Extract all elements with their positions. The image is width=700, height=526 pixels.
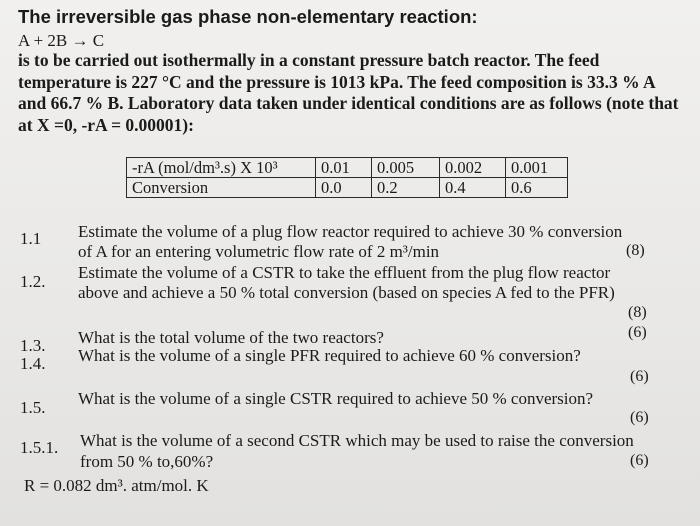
lab-data-table — [126, 157, 568, 198]
question-text: What is the total volume of the two reactors? — [78, 328, 384, 347]
problem-intro — [18, 50, 688, 136]
question-text: of A for an entering volumetric flow rate of 2 m³/min — [78, 242, 440, 261]
question-marks: (6) — [628, 324, 647, 341]
table-cell: 0.4 — [440, 178, 506, 198]
question-text: What is the volume of a single PFR required to achieve 60 % conversion? — [78, 346, 581, 365]
question-text: from 50 % to,60%? — [80, 452, 214, 471]
intro-line: is to be carried out isothermally in a constant pressure batch reactor. The feed — [18, 50, 600, 70]
reaction-equation: A + 2B → C — [18, 31, 105, 50]
table-cell: 0.01 — [316, 158, 372, 178]
row-label: -rA (mol/dm³.s) X 10³ — [127, 158, 316, 178]
table-row — [127, 158, 568, 178]
gas-constant: R = 0.082 dm³. atm/mol. K — [24, 476, 209, 495]
table-cell: 0.6 — [506, 178, 568, 198]
question-text: What is the volume of a single CSTR required to achieve 50 % conversion? — [78, 389, 594, 408]
question-marks: (8) — [626, 242, 645, 259]
table-cell: 0.002 — [440, 158, 506, 178]
question-marks: (6) — [630, 452, 649, 469]
question-number: 1.5. — [20, 398, 46, 417]
table-cell: 0.005 — [372, 158, 440, 178]
question-marks: (6) — [630, 409, 649, 426]
question-marks: (8) — [628, 304, 647, 321]
intro-line: and 66.7 % B. Laboratory data taken under identical conditions are as follows (note that — [18, 93, 679, 113]
question-number: 1.2. — [20, 272, 46, 291]
question-number: 1.1 — [20, 229, 42, 248]
question-number: 1.3. — [20, 336, 46, 355]
intro-line: at X =0, -rA = 0.00001): — [18, 114, 194, 135]
problem-title: The irreversible gas phase non-elementary reaction: — [18, 6, 478, 27]
intro-line: temperature is 227 °C and the pressure is 1013 kPa. The feed composition is 33.3 % A — [18, 71, 656, 92]
question-number: 1.5.1. — [20, 438, 59, 457]
question-text: Estimate the volume of a CSTR to take the effluent from the plug flow reactor — [78, 263, 611, 282]
table-cell: 0.2 — [372, 178, 440, 198]
table-row — [127, 178, 568, 198]
question-number: 1.4. — [20, 354, 46, 373]
table-cell: 0.0 — [316, 178, 372, 198]
question-text: above and achieve a 50 % total conversion (based on species A fed to the PFR) — [78, 283, 615, 302]
question-text: Estimate the volume of a plug flow reactor required to achieve 30 % conversion — [78, 222, 623, 241]
table-cell: 0.001 — [506, 158, 568, 178]
row-label: Conversion — [127, 178, 316, 198]
question-text: What is the volume of a second CSTR which may be used to raise the conversion — [80, 431, 634, 450]
question-marks: (6) — [630, 368, 649, 385]
